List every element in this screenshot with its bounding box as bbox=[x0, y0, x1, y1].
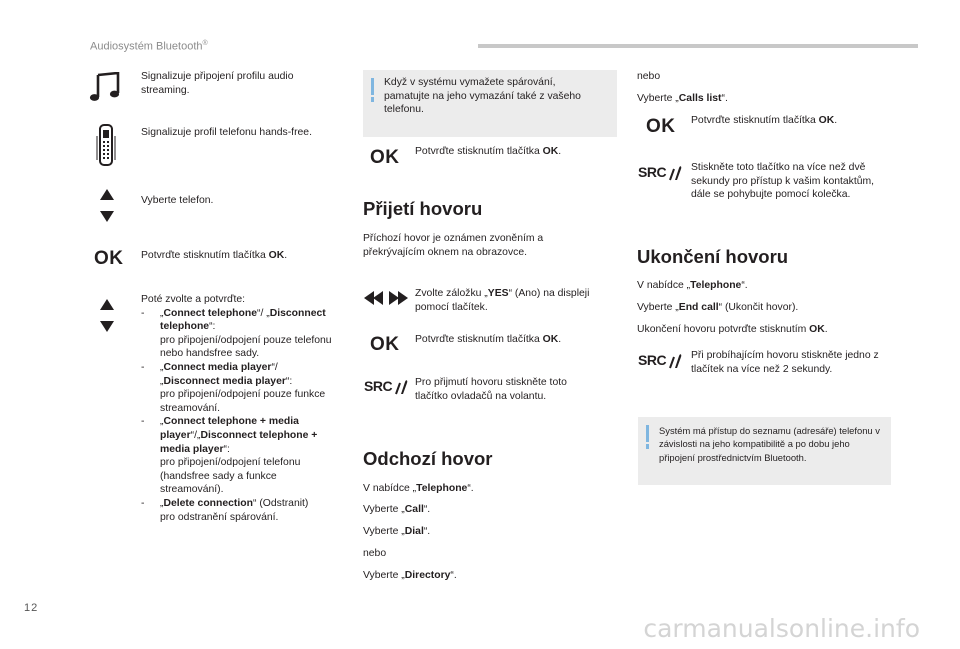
note-box bbox=[638, 417, 891, 485]
contacts-text: Stiskněte toto tlačítko na více než dvě sekundy pro přístup k vašim kontaktům, dále se pohybujte pomocí kolečka. bbox=[691, 162, 875, 201]
ok-button-icon: OK bbox=[370, 147, 400, 168]
outgoing-call-heading: Odchozí hovor bbox=[363, 448, 493, 469]
confirm-ok-text: Potvrďte stisknutím tlačítka OK. bbox=[141, 250, 288, 261]
outgoing-menu-text: V nabídce „Telephone“. bbox=[363, 483, 474, 494]
option-item: - „Connect telephone + media player“/„Disconnect telephone + media player“: pro připojení/odpojení telefonu (handsfree sady a funkce streamování). bbox=[141, 416, 318, 496]
choose-dial-text: Vyberte „Dial“. bbox=[363, 526, 431, 537]
watermark: carmanualsonline.info bbox=[643, 614, 920, 643]
confirm-ok-text: Potvrďte stisknutím tlačítka OK. bbox=[691, 115, 838, 126]
select-phone-text: Vyberte telefon. bbox=[141, 195, 214, 206]
or-text: nebo bbox=[637, 71, 661, 82]
end-menu-text: V nabídce „Telephone“. bbox=[637, 280, 748, 291]
header-title: Audiosystém Bluetooth® bbox=[90, 40, 208, 53]
ok-button-icon: OK bbox=[370, 334, 400, 355]
or-text: nebo bbox=[363, 548, 387, 559]
music-note-icon bbox=[88, 72, 124, 102]
up-down-arrows-icon bbox=[99, 188, 115, 224]
yes-tab-text: Zvolte záložku „YES“ (Ano) na displeji pomocí tlačítek. bbox=[415, 288, 590, 313]
header-rule bbox=[478, 44, 918, 48]
src-steering-button-icon: SRC bbox=[364, 378, 408, 398]
choose-directory-text: Vyberte „Directory“. bbox=[363, 570, 457, 581]
choose-call-text: Vyberte „Call“. bbox=[363, 504, 431, 515]
info-bar-icon bbox=[371, 97, 374, 102]
connection-options bbox=[141, 293, 336, 524]
src-steering-button-icon: SRC bbox=[638, 352, 682, 372]
page-number: 12 bbox=[24, 602, 39, 614]
up-down-arrows-icon bbox=[99, 298, 115, 334]
info-bar-icon bbox=[371, 78, 374, 95]
incoming-call-heading: Přijetí hovoru bbox=[363, 198, 483, 219]
note-text: Když v systému vymažete spárování, pamatujte na jeho vymazání také z vašeho telefonu. bbox=[384, 77, 581, 116]
end-call-heading: Ukončení hovoru bbox=[637, 246, 789, 267]
confirm-ok-text: Potvrďte stisknutím tlačítka OK. bbox=[415, 334, 562, 345]
choose-calls-list-text: Vyberte „Calls list“. bbox=[637, 93, 728, 104]
incoming-text: Příchozí hovor je oznámen zvoněním a překrývajícím oknem na obrazovce. bbox=[363, 233, 544, 258]
info-bar-icon bbox=[646, 444, 649, 449]
option-item: - „Delete connection“ (Odstranit) pro odstranění spárování. bbox=[141, 497, 309, 523]
during-call-text: Při probíhajícím hovoru stiskněte jedno z tlačítek na více než 2 sekundy. bbox=[691, 350, 879, 375]
note-box bbox=[363, 70, 617, 137]
option-item: - „Connect telephone“/ „Disconnect telephone“: pro připojení/odpojení pouze telefonu nebo handsfree sady. bbox=[141, 307, 332, 360]
phone-handsfree-icon bbox=[96, 124, 118, 168]
ok-button-icon: OK bbox=[94, 248, 124, 269]
info-bar-icon bbox=[646, 425, 649, 442]
note-text: Systém má přístup do seznamu (adresáře) telefonu v závislosti na jeho kompatibilitě a po dobu jeho připojení prostřednictvím Bluetooth. bbox=[659, 425, 880, 463]
handsfree-text: Signalizuje profil telefonu hands-free. bbox=[141, 127, 312, 138]
confirm-ok-text: Potvrďte stisknutím tlačítka OK. bbox=[415, 146, 562, 157]
src-steering-button-icon: SRC bbox=[638, 164, 682, 184]
end-confirm-text: Ukončení hovoru potvrďte stisknutím OK. bbox=[637, 324, 828, 335]
ok-button-icon: OK bbox=[646, 116, 676, 137]
option-item: - „Connect media player“/ „Disconnect media player“: pro připojení/odpojení pouze funkce streamování. bbox=[141, 361, 326, 414]
end-call-choose-text: Vyberte „End call“ (Ukončit hovor). bbox=[637, 302, 799, 313]
accept-call-text: Pro přijmutí hovoru stiskněte toto tlačítko ovladačů na volantu. bbox=[415, 377, 567, 402]
then-choose-text: Poté zvolte a potvrďte: bbox=[141, 294, 245, 305]
streaming-text: Signalizuje připojení profilu audio streaming. bbox=[141, 71, 294, 96]
left-right-arrows-icon bbox=[364, 290, 408, 306]
